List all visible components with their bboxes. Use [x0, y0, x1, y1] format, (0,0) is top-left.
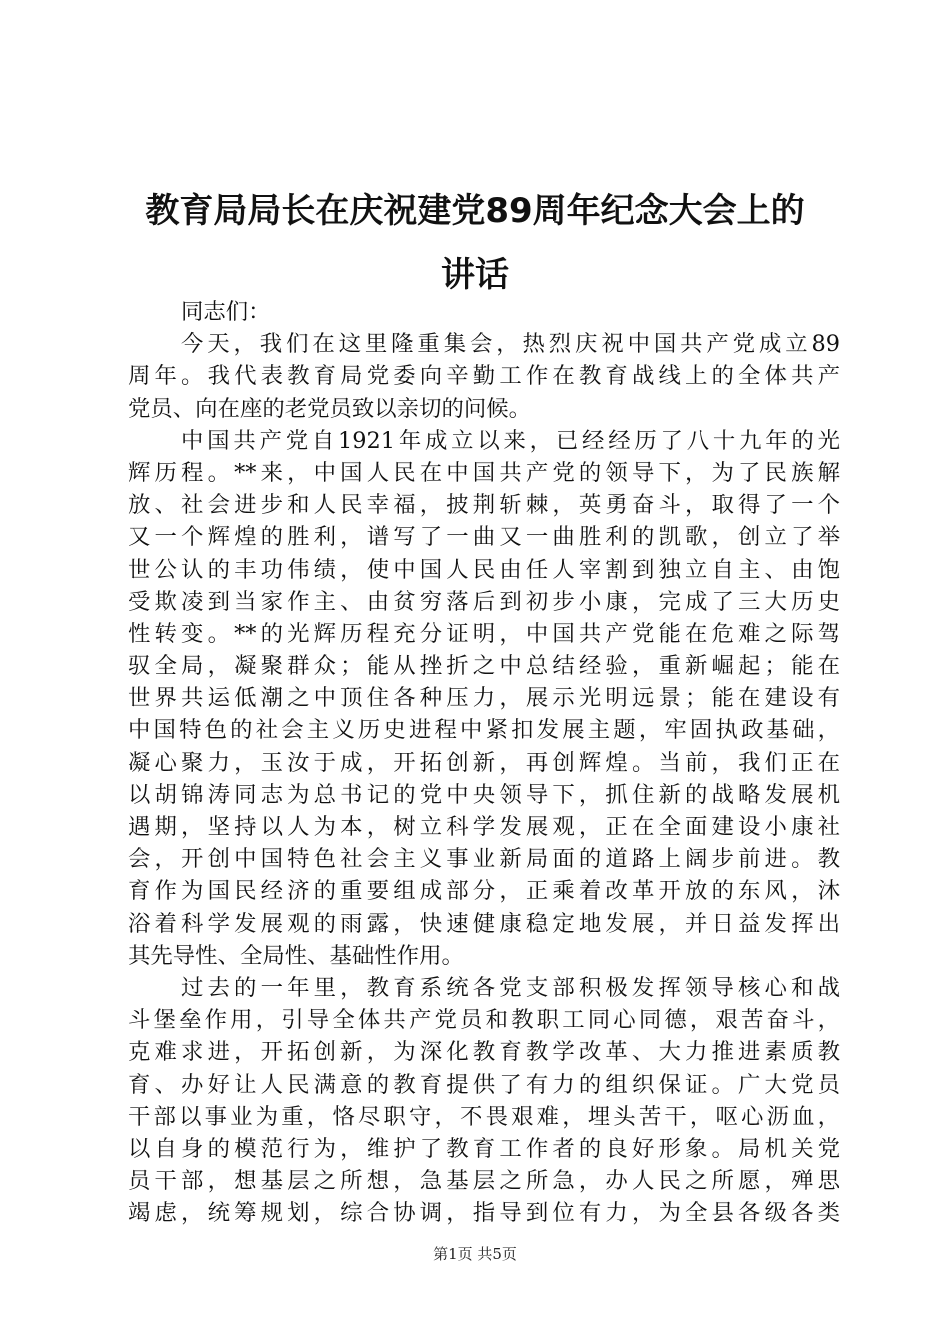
body-line: 斗堡垒作用，引导全体共产党员和教职工同心同德，艰苦奋斗， [128, 1007, 840, 1034]
body-line: 受欺凌到当家作主、由贫穷落后到初步小康，完成了三大历史 [128, 588, 840, 615]
body-line: 其先导性、全局性、基础性作用。 [128, 942, 464, 969]
salutation: 同志们： [181, 299, 271, 325]
body-line: 以胡锦涛同志为总书记的党中央领导下，抓住新的战略发展机 [128, 781, 840, 808]
body-line: 干部以事业为重，恪尽职守，不畏艰难，埋头苦干，呕心沥血， [128, 1103, 840, 1130]
body-line: 凝心聚力，玉汝于成，开拓创新，再创辉煌。当前，我们正在 [128, 749, 840, 776]
body-line: 辉历程。**来，中国人民在中国共产党的领导下，为了民族解 [128, 459, 840, 486]
body-line: 浴着科学发展观的雨露，快速健康稳定地发展，并日益发挥出 [128, 910, 840, 937]
body-line: 党员、向在座的老党员致以亲切的问候。 [128, 395, 532, 422]
document-title-line-2: 讲话 [441, 255, 509, 295]
body-line: 世界共运低潮之中顶住各种压力，展示光明远景；能在建设有 [128, 685, 840, 712]
body-line: 放、社会进步和人民幸福，披荆斩棘，英勇奋斗，取得了一个 [128, 492, 840, 519]
document-title-line-1: 教育局局长在庆祝建党89周年纪念大会上的 [145, 191, 805, 231]
body-line: 今天，我们在这里隆重集会，热烈庆祝中国共产党成立89 [181, 331, 840, 358]
body-line: 竭虑，统筹规划，综合协调，指导到位有力，为全县各级各类 [128, 1200, 840, 1227]
body-line: 育作为国民经济的重要组成部分，正乘着改革开放的东风，沐 [128, 878, 840, 905]
page-number-footer: 第1页 共5页 [433, 1245, 517, 1263]
body-line: 驭全局，凝聚群众；能从挫折之中总结经验，重新崛起；能在 [128, 653, 840, 680]
body-line: 克难求进，开拓创新，为深化教育教学改革、大力推进素质教 [128, 1039, 840, 1066]
body-line: 世公认的丰功伟绩，使中国人民由任人宰割到独立自主、由饱 [128, 556, 840, 583]
body-line: 中国共产党自1921年成立以来，已经经历了八十九年的光 [181, 427, 840, 454]
body-line: 周年。我代表教育局党委向辛勤工作在教育战线上的全体共产 [128, 363, 840, 390]
body-line: 育、办好让人民满意的教育提供了有力的组织保证。广大党员 [128, 1071, 840, 1098]
body-line: 会，开创中国特色社会主义事业新局面的道路上阔步前进。教 [128, 846, 840, 873]
body-line: 又一个辉煌的胜利，谱写了一曲又一曲胜利的凯歌，创立了举 [128, 524, 840, 551]
body-line: 遇期，坚持以人为本，树立科学发展观，正在全面建设小康社 [128, 814, 840, 840]
body-line: 员干部，想基层之所想，急基层之所急，办人民之所愿，殚思 [128, 1168, 840, 1195]
body-line: 过去的一年里，教育系统各党支部积极发挥领导核心和战 [181, 974, 840, 1001]
body-line: 性转变。**的光辉历程充分证明，中国共产党能在危难之际驾 [128, 620, 840, 647]
document-body [128, 296, 840, 1229]
body-line: 中国特色的社会主义历史进程中紧扣发展主题，牢固执政基础， [128, 717, 840, 744]
body-line: 以自身的模范行为，维护了教育工作者的良好形象。局机关党 [128, 1135, 840, 1162]
